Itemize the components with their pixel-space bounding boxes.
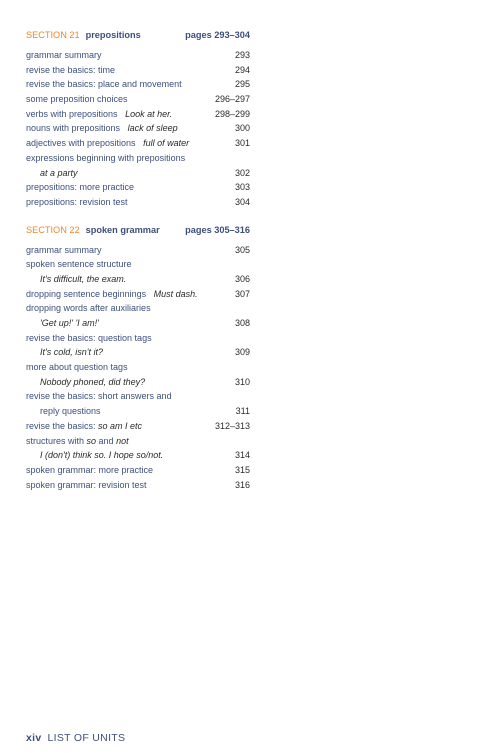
entry-page-number: 303 [234,182,250,193]
entry-title: spoken grammar: more practice [26,464,154,475]
table-of-contents [26,28,250,505]
entry-page-number: 308 [234,318,250,328]
entry-page-number: 307 [234,288,250,299]
entry-example: so am I etc [98,420,143,431]
entry-page-number: 294 [234,64,250,75]
entry-page-number: 310 [234,376,250,387]
entry-title: structures with [26,435,87,446]
toc-entry[interactable] [26,63,250,78]
entry-page-number: 306 [234,273,250,284]
toc-entry[interactable] [26,463,250,478]
toc-entry[interactable] [26,419,250,434]
entry-title: some preposition choices [26,94,128,105]
entry-page-number: 302 [234,167,250,178]
entry-title: revise the basics: place and movement [26,79,182,90]
entry-title: grammar summary [26,244,102,255]
toc-entry[interactable] [26,151,250,166]
toc-entry[interactable] [26,345,250,360]
section-number: SECTION 22 [26,224,80,235]
entry-page-number: 315 [234,464,250,475]
entry-example: I (don't) think so. I hope so/not. [40,450,164,461]
toc-entry[interactable] [26,287,250,302]
entry-page-number: 305 [234,244,250,255]
toc-entry[interactable] [26,136,250,151]
entry-page-number: 293 [234,50,250,60]
entry-title: revise the basics: time [26,64,116,75]
page-footer [26,732,125,744]
entry-page-number: 314 [234,450,250,461]
entry-title: revise the basics: short answers and [26,391,172,402]
section-page-range: pages 293–304 [185,30,250,40]
toc-entry[interactable] [26,77,250,92]
toc-entry[interactable] [26,360,250,375]
toc-entry[interactable] [26,195,250,210]
entry-title: prepositions: more practice [26,182,135,193]
entry-example: Look at her. [125,108,173,119]
entry-title: nouns with prepositions [26,123,121,134]
toc-section [26,28,250,210]
entry-title: spoken grammar: revision test [26,479,147,490]
entry-example: It's difficult, the exam. [40,273,127,284]
toc-entry[interactable] [26,166,250,181]
entry-title: verbs with prepositions [26,108,118,119]
entry-example: Nobody phoned, did they? [40,376,146,387]
entry-title-suffix: and [96,435,117,446]
toc-entry[interactable] [26,301,250,316]
entry-title: adjectives with prepositions [26,138,136,149]
entry-title: grammar summary [26,50,102,60]
section-heading [26,28,250,42]
entry-page-number: 304 [234,196,250,207]
entry-example: 'Get up!' 'I am!' [40,318,99,328]
section-number: SECTION 21 [26,30,80,40]
toc-entry[interactable] [26,257,250,272]
toc-entry[interactable] [26,434,250,449]
toc-entry[interactable] [26,92,250,107]
toc-entry[interactable] [26,389,250,404]
toc-entry[interactable] [26,121,250,136]
toc-entry[interactable] [26,331,250,346]
page-number: xiv [26,732,42,744]
entry-title: reply questions [40,406,101,417]
toc-entry[interactable] [26,448,250,463]
entry-title: expressions beginning with prepositions [26,152,186,163]
entry-example: at a party [40,167,78,178]
section-heading [26,223,250,237]
entry-example: full of water [143,138,190,149]
toc-entry[interactable] [26,375,250,390]
entry-title: prepositions: revision test [26,196,128,207]
entry-page-number: 311 [235,406,250,417]
entry-example: not [116,435,129,446]
toc-entry[interactable] [26,180,250,195]
entry-example: Must dash. [153,288,198,299]
entry-page-number: 295 [234,79,250,90]
entry-title: more about question tags [26,362,128,373]
entry-page-number: 309 [234,347,250,358]
section-page-range: pages 305–316 [185,224,250,235]
footer-label: LIST OF UNITS [47,732,126,744]
entry-page-number: 301 [234,138,250,149]
entry-title: dropping sentence beginnings [26,288,147,299]
entry-page-number: 316 [234,479,250,490]
toc-entry[interactable] [26,48,250,63]
entry-example: so [86,435,97,446]
entry-page-number: 300 [234,123,250,134]
section-title: prepositions [85,30,141,40]
entry-title: dropping words after auxiliaries [26,303,151,314]
toc-entry[interactable] [26,316,250,331]
entry-page-number: 312–313 [214,420,250,431]
section-title: spoken grammar [85,224,160,235]
entry-page-number: 296–297 [214,94,250,105]
entry-example: lack of sleep [127,123,178,134]
toc-entry[interactable] [26,107,250,122]
toc-entry[interactable] [26,272,250,287]
entry-title: revise the basics: [26,420,99,431]
entry-title: revise the basics: question tags [26,332,152,343]
toc-entry[interactable] [26,404,250,419]
entry-page-number: 298–299 [214,108,250,119]
toc-entry[interactable] [26,243,250,258]
toc-section [26,223,250,493]
toc-entry[interactable] [26,478,250,493]
entry-title: spoken sentence structure [26,259,132,270]
entry-example: It's cold, isn't it? [40,347,103,358]
